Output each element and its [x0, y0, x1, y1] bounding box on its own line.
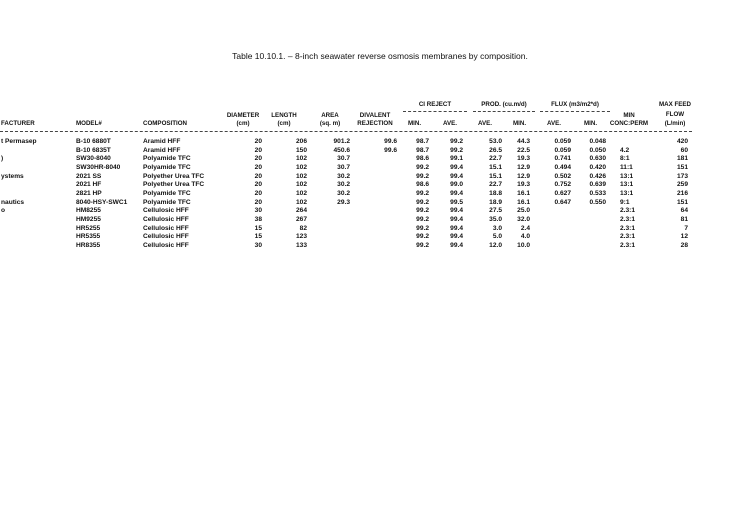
cell-composition: Cellulosic HFF [143, 216, 189, 224]
cell-conc-perm: 9:1 [620, 198, 630, 206]
cell-flux-ave: 0.494 [554, 164, 571, 171]
cell-conc-perm: 8:1 [620, 155, 630, 163]
cell-prod-min: 16.1 [517, 190, 530, 198]
cell-ci-min: 99.2 [416, 216, 429, 224]
cell-prod-ave: 22.7 [489, 181, 502, 189]
cell-prod-ave: 53.0 [489, 138, 502, 145]
cell-prod-min: 12.9 [517, 172, 530, 180]
cell-model: HR5255 [76, 224, 101, 232]
cell-prod-min: 4.0 [520, 233, 530, 241]
cell-model: B-10 6880T [76, 138, 111, 145]
cell-ci-ave: 99.4 [450, 224, 463, 232]
cell-prod-min: 2.4 [520, 224, 530, 232]
header-length: LENGTH [271, 112, 297, 119]
cell-max-feed: 181 [676, 155, 688, 163]
cell-ci-min: 99.2 [416, 207, 429, 215]
cell-flux-min: 0.630 [589, 155, 606, 163]
cell-diameter: 20 [254, 155, 262, 163]
cell-ci-min: 99.2 [416, 164, 429, 171]
cell-flux-min: 0.048 [589, 138, 606, 145]
cell-model: SW30HR-8040 [76, 164, 121, 171]
cell-ci-min: 99.2 [416, 242, 429, 250]
cell-length: 123 [295, 233, 307, 241]
header-model: MODEL# [76, 120, 102, 127]
cell-model: 8040-HSY-SWC1 [76, 198, 128, 206]
cell-prod-ave: 3.0 [492, 224, 502, 232]
cell-composition: Aramid HFF [143, 138, 181, 145]
cell-manufacturer: o [1, 207, 6, 215]
cell-composition: Polyamide TFC [143, 190, 191, 198]
cell-flux-ave: 0.752 [554, 181, 571, 189]
cell-prod-ave: 12.0 [489, 242, 502, 250]
cell-ci-ave: 99.4 [450, 233, 463, 241]
cell-ci-ave: 99.4 [450, 216, 463, 224]
cell-diameter: 20 [254, 181, 262, 189]
cell-conc-perm: 2.3:1 [620, 216, 636, 224]
cell-conc-perm: 13:1 [620, 181, 634, 189]
cell-max-feed: 12 [680, 233, 688, 241]
cell-prod-ave: 5.0 [492, 233, 502, 241]
cell-model: HR8355 [76, 242, 101, 250]
header-divalent: DIVALENT [359, 112, 391, 119]
cell-composition: Polyamide TFC [143, 155, 191, 163]
header-flux-min: MIN. [584, 120, 598, 127]
header-conc-min: MIN [623, 112, 635, 119]
cell-length: 102 [295, 172, 307, 180]
header-composition: COMPOSITION [143, 120, 188, 127]
cell-area: 30.2 [337, 172, 350, 180]
cell-model: 2821 HP [76, 190, 102, 198]
cell-max-feed: 216 [676, 190, 688, 198]
cell-ci-min: 99.2 [416, 172, 429, 180]
cell-diameter: 20 [254, 198, 262, 206]
cell-ci-ave: 99.2 [450, 138, 463, 145]
cell-conc-perm: 2.3:1 [620, 233, 636, 241]
cell-conc-perm: 13:1 [620, 190, 634, 198]
cell-prod-min: 44.3 [517, 138, 530, 145]
cell-flux-min: 0.533 [589, 190, 606, 198]
cell-diameter: 20 [254, 164, 262, 171]
cell-composition: Polyamide TFC [143, 198, 191, 206]
cell-composition: Aramid HFF [143, 146, 181, 154]
header-prod: PROD. (cu.m/d) [481, 101, 527, 108]
header-prod-ave: AVE. [478, 120, 492, 127]
cell-composition: Polyether Urea TFC [143, 181, 205, 189]
cell-flux-min: 0.420 [589, 164, 606, 171]
cell-conc-perm: 13:1 [620, 172, 634, 180]
cell-length: 102 [295, 181, 307, 189]
cell-flux-ave: 0.059 [554, 138, 571, 145]
cell-max-feed: 259 [676, 181, 688, 189]
cell-diameter: 20 [254, 138, 262, 145]
header-ci-min: MIN. [408, 120, 422, 127]
cell-ci-ave: 99.4 [450, 242, 463, 250]
cell-ci-ave: 99.5 [450, 198, 463, 206]
cell-ci-min: 98.6 [416, 181, 429, 189]
cell-ci-min: 99.2 [416, 224, 429, 232]
cell-conc-perm: 2.3:1 [620, 242, 636, 250]
cell-length: 264 [295, 207, 307, 215]
cell-composition: Cellulosic HFF [143, 224, 189, 232]
cell-flux-ave: 0.741 [554, 155, 571, 163]
cell-prod-ave: 18.8 [489, 190, 502, 198]
cell-ci-min: 99.2 [416, 190, 429, 198]
cell-prod-min: 22.5 [517, 146, 530, 154]
cell-flux-ave: 0.627 [554, 190, 571, 198]
cell-prod-min: 19.3 [517, 181, 530, 189]
cell-conc-perm: 2.3:1 [620, 207, 636, 215]
cell-ci-ave: 99.0 [450, 181, 463, 189]
header-manufacturer: FACTURER [1, 120, 35, 127]
cell-manufacturer: ystems [1, 172, 24, 180]
cell-length: 206 [295, 138, 307, 145]
cell-max-feed: 151 [676, 198, 688, 206]
cell-prod-ave: 26.5 [489, 146, 502, 154]
cell-conc-perm: 2.3:1 [620, 224, 636, 232]
cell-diameter: 20 [254, 190, 262, 198]
cell-model: 2021 SS [76, 172, 102, 180]
cell-prod-ave: 35.0 [489, 216, 502, 224]
cell-area: 30.2 [337, 181, 350, 189]
cell-flux-ave: 0.647 [554, 198, 571, 206]
cell-length: 150 [295, 146, 307, 154]
header-max-feed: MAX FEED [659, 101, 691, 108]
cell-diameter: 20 [254, 172, 262, 180]
header-area-unit: (sq. m) [319, 120, 341, 127]
cell-ci-ave: 99.4 [450, 207, 463, 215]
cell-length: 102 [295, 190, 307, 198]
cell-diameter: 30 [254, 242, 262, 250]
cell-ci-min: 98.7 [416, 138, 429, 145]
cell-model: B-10 6835T [76, 146, 111, 154]
header-divalent-rejection: REJECTION [357, 120, 393, 127]
cell-model: 2021 HF [76, 181, 102, 189]
cell-diameter: 38 [254, 216, 262, 224]
cell-length: 267 [295, 216, 307, 224]
cell-flux-min: 0.639 [589, 181, 606, 189]
header-length-unit: (cm) [277, 120, 291, 127]
cell-prod-min: 16.1 [517, 198, 530, 206]
cell-diameter: 15 [254, 224, 262, 232]
cell-length: 102 [295, 164, 307, 171]
cell-prod-ave: 15.1 [489, 164, 502, 171]
cell-ci-min: 98.7 [416, 146, 429, 154]
cell-ci-ave: 99.4 [450, 164, 463, 171]
cell-flux-min: 0.550 [589, 198, 606, 206]
cell-flux-ave: 0.059 [554, 146, 571, 154]
header-flow-unit: (L/min) [664, 120, 686, 127]
cell-composition: Polyether Urea TFC [143, 172, 205, 180]
cell-ci-ave: 99.2 [450, 146, 463, 154]
cell-manufacturer: t Permasep [1, 138, 37, 145]
cell-model: SW30-8040 [76, 155, 111, 163]
cell-length: 133 [295, 242, 307, 250]
header-diameter: DIAMETER [226, 112, 260, 119]
cell-area: 30.2 [337, 190, 350, 198]
header-diameter-unit: (cm) [236, 120, 250, 127]
cell-area: 30.7 [337, 155, 350, 163]
header-flow: FLOW [665, 111, 685, 118]
cell-prod-ave: 15.1 [489, 172, 502, 180]
cell-area: 901.2 [333, 138, 350, 145]
cell-diameter: 30 [254, 207, 262, 215]
cell-max-feed: 64 [680, 207, 688, 215]
cell-prod-ave: 18.9 [489, 198, 502, 206]
cell-conc-perm: 11:1 [620, 164, 633, 171]
cell-ci-min: 99.2 [416, 233, 429, 241]
header-ci-ave: AVE. [443, 120, 457, 127]
cell-model: HM9255 [76, 216, 101, 224]
cell-model: HR5355 [76, 233, 101, 241]
cell-prod-min: 19.3 [517, 155, 530, 163]
cell-ci-min: 99.2 [416, 198, 429, 206]
cell-prod-min: 32.0 [517, 216, 530, 224]
cell-ci-ave: 99.4 [450, 190, 463, 198]
cell-max-feed: 28 [680, 242, 688, 250]
cell-flux-min: 0.426 [589, 172, 606, 180]
cell-flux-min: 0.050 [589, 146, 606, 154]
cell-max-feed: 420 [676, 138, 688, 145]
header-ci-reject: CI REJECT [418, 101, 452, 108]
cell-composition: Cellulosic HFF [143, 233, 189, 241]
cell-flux-ave: 0.502 [554, 172, 571, 180]
header-flux: FLUX (m3/m2*d) [551, 101, 599, 108]
cell-prod-min: 12.9 [517, 164, 530, 171]
header-conc-perm: CONC:PERM [609, 120, 649, 127]
cell-diameter: 20 [254, 146, 262, 154]
cell-manufacturer: ) [1, 155, 4, 163]
cell-max-feed: 81 [680, 216, 688, 224]
cell-length: 82 [299, 224, 307, 232]
cell-length: 102 [295, 198, 307, 206]
cell-diameter: 15 [254, 233, 262, 241]
cell-length: 102 [295, 155, 307, 163]
header-prod-min: MIN. [513, 120, 527, 127]
cell-area: 450.6 [333, 146, 350, 154]
cell-area: 30.7 [337, 164, 350, 171]
cell-divalent-rejection: 99.6 [384, 138, 397, 145]
cell-max-feed: 173 [676, 172, 688, 180]
cell-prod-min: 10.0 [517, 242, 530, 250]
cell-model: HM8255 [76, 207, 101, 215]
cell-area: 29.3 [337, 198, 350, 206]
cell-composition: Cellulosic HFF [143, 207, 189, 215]
cell-composition: Cellulosic HFF [143, 242, 189, 250]
cell-divalent-rejection: 99.6 [384, 146, 397, 154]
cell-prod-min: 25.0 [517, 207, 530, 215]
header-divider [0, 131, 692, 132]
cell-composition: Polyamide TFC [143, 164, 191, 171]
cell-max-feed: 7 [684, 224, 688, 232]
cell-ci-ave: 99.4 [450, 172, 463, 180]
cell-manufacturer: nautics [1, 198, 25, 206]
header-flux-ave: AVE. [547, 120, 561, 127]
cell-prod-ave: 27.5 [489, 207, 502, 215]
cell-ci-ave: 99.1 [450, 155, 463, 163]
cell-conc-perm: 4.2 [620, 146, 630, 154]
cell-ci-min: 98.6 [416, 155, 429, 163]
cell-max-feed: 151 [676, 164, 688, 171]
cell-max-feed: 60 [680, 146, 688, 154]
header-area: AREA [321, 112, 339, 119]
cell-prod-ave: 22.7 [489, 155, 502, 163]
table-title: Table 10.10.1. – 8-inch seawater reverse osmosis membranes by composition. [232, 51, 528, 61]
